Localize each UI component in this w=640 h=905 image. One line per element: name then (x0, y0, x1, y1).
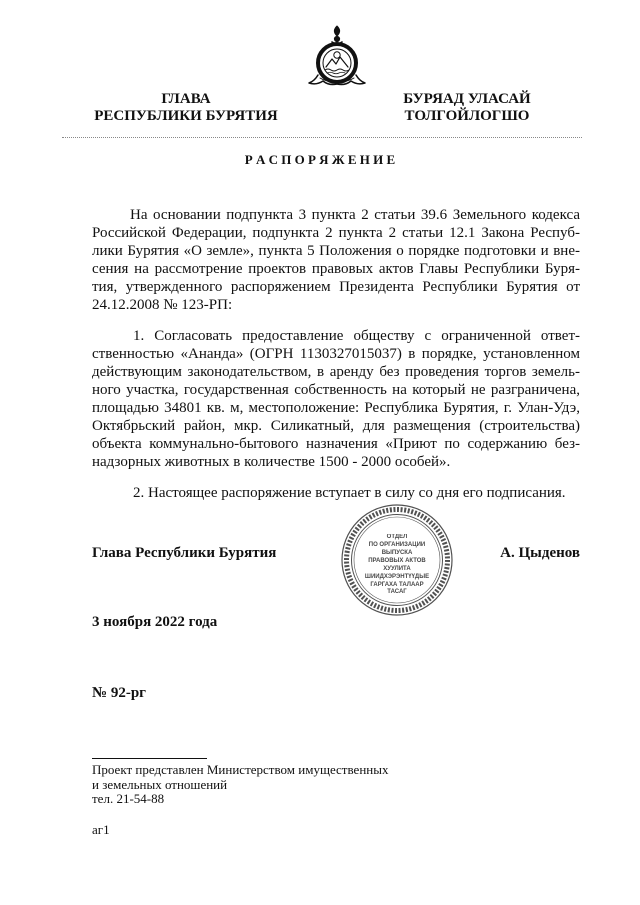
signatory-name: А. Цыденов (500, 545, 580, 561)
paragraph-item-1 (92, 327, 580, 471)
footnote (92, 763, 388, 807)
document-title: Р А С П О Р Я Ж Е Н И Е (244, 152, 396, 167)
stamp-text-line: ОТДЕЛ (386, 534, 408, 540)
header-left-line-2: РЕСПУБЛИКИ БУРЯТИЯ (94, 108, 278, 124)
paragraph-line: объекта коммунально-бытового назначения «Приют по содержанию без- (92, 436, 580, 452)
paragraph-item-2 (92, 484, 580, 502)
stamp-text-line: ВЫПУСКА (381, 550, 413, 556)
stamp-text-line: ХУУЛИТА (383, 566, 411, 572)
paragraph-line: лики Бурятия «О земле», пункта 5 Положения о порядке подготовки и вне- (92, 243, 580, 259)
coat-of-arms-icon (307, 25, 367, 89)
stamp-text-line: ПРАВОВЫХ АКТОВ (368, 558, 426, 564)
paragraph-line: Октябрьский район, мкр. Силикатный, для размещения (строительства) (92, 418, 580, 434)
stamp-text-line: ГАРГАХА ТАЛААР (370, 582, 424, 588)
paragraph-line: Российской Федерации, подпункта 2 пункта 2 статьи 12.1 Закона Респуб- (92, 225, 580, 241)
footnote-line: и земельных отношений (92, 776, 228, 792)
paragraph-line: ственностью «Ананда» (ОГРН 1130327015037) в порядке, установленном (92, 346, 580, 362)
paragraph-line: сения на рассмотрение проектов правовых актов Главы Республики Буря- (92, 261, 580, 277)
header-left-block (82, 91, 290, 125)
stamp-text-line: ШИИДХЭРЭНТҮҮДЫЕ (364, 574, 430, 580)
footnote-line: Проект представлен Министерством имущественных (92, 762, 389, 777)
paragraph-preamble (92, 206, 580, 314)
stamp-text-line: ТАСАГ (387, 589, 407, 595)
header-right-line-2: ТОЛГОЙЛОГШО (404, 108, 530, 124)
signatory-position: Глава Республики Бурятия (92, 545, 277, 561)
paragraph-line: действующим законодательством, в аренду без проведения торгов земель- (92, 364, 580, 380)
header-right-block (372, 91, 562, 125)
paragraph-line: На основании подпункта 3 пункта 2 статьи 39.6 Земельного кодекса (130, 207, 580, 223)
paragraph-line: площадью 34801 кв. м, местоположение: Республика Бурятия, г. Улан-Удэ, (92, 400, 580, 416)
header-right-line-1: БУРЯАД УЛАСАЙ (403, 91, 531, 107)
document-number: № 92-рг (92, 685, 146, 701)
footnote-divider (92, 758, 207, 759)
paragraph-line: 1. Согласовать предоставление обществу с ограниченной ответ- (133, 328, 580, 344)
paragraph-line: тия, утвержденного распоряжением Президента Республики Бурятия от (92, 279, 580, 295)
document-date: 3 ноября 2022 года (92, 614, 218, 630)
footnote-line: тел. 21-54-88 (92, 791, 165, 806)
paragraph-line: надзорных животных в количестве 1500 - 2000 особей». (92, 454, 451, 470)
document-code: аг1 (92, 822, 110, 837)
paragraph-line: ного участка, государственная собственность на который не разграничена, (92, 382, 580, 398)
header-divider (62, 137, 582, 138)
header-left-line-1: ГЛАВА (161, 91, 211, 107)
paragraph-line: 24.12.2008 № 123-РП: (92, 297, 233, 313)
paragraph-line: 2. Настоящее распоряжение вступает в силу со дня его подписания. (133, 485, 566, 501)
stamp-text-line: ПО ОРГАНИЗАЦИИ (368, 542, 426, 548)
